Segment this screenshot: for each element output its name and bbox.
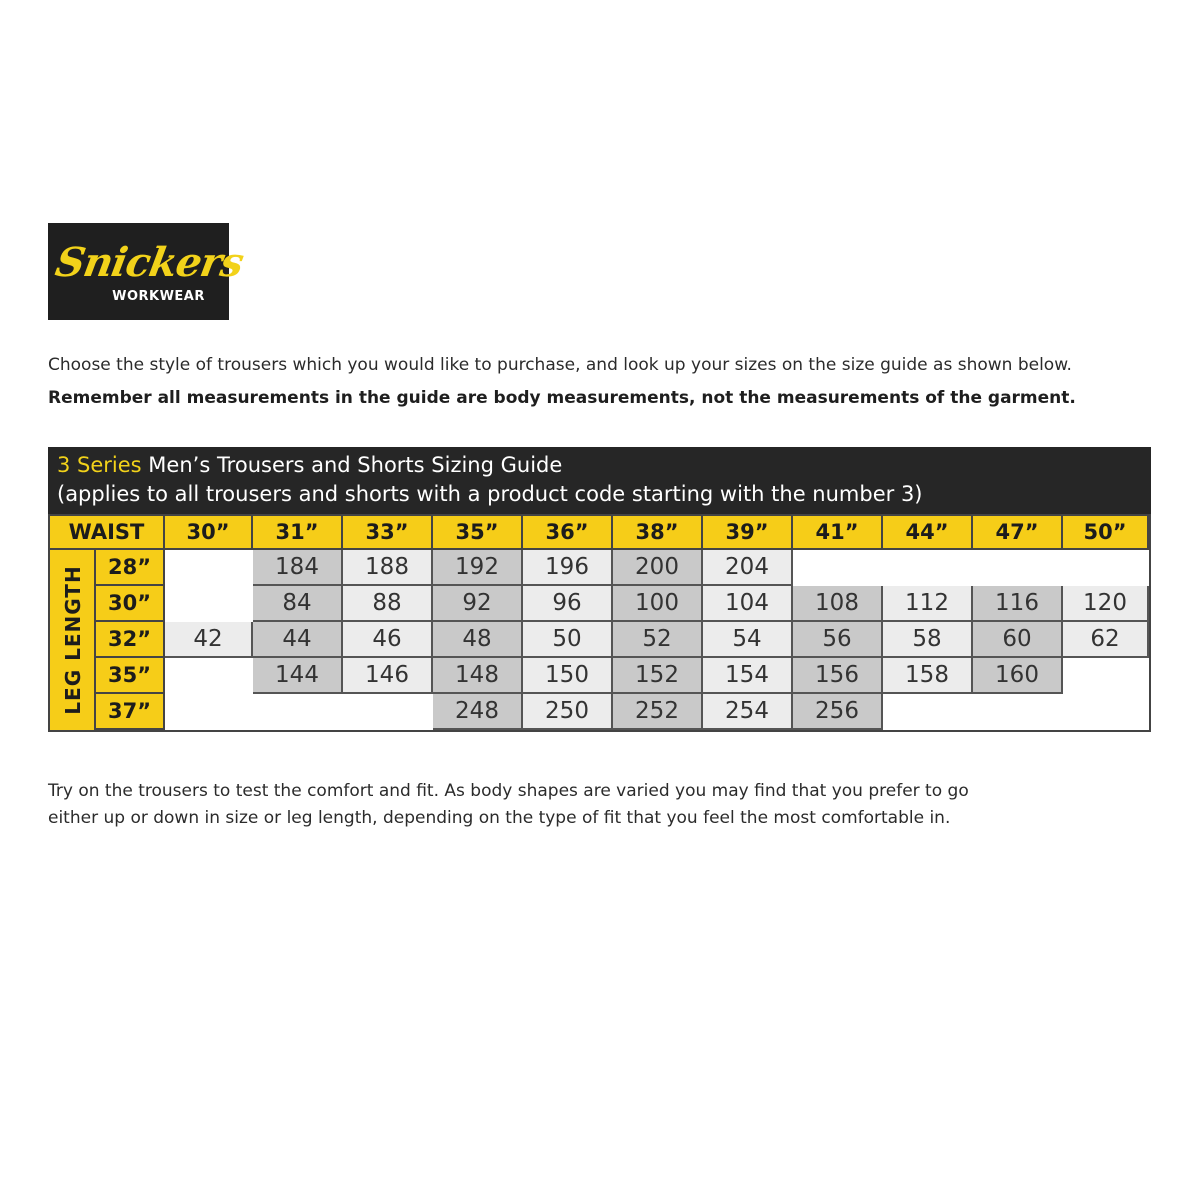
empty-cell xyxy=(973,550,1063,586)
size-cell: 150 xyxy=(523,658,613,694)
size-cell: 116 xyxy=(973,586,1063,622)
size-cell: 252 xyxy=(613,694,703,730)
waist-header: 36” xyxy=(523,516,613,550)
empty-cell xyxy=(793,550,883,586)
size-cell: 148 xyxy=(433,658,523,694)
fit-advice xyxy=(48,778,969,832)
waist-header: 41” xyxy=(793,516,883,550)
size-cell: 100 xyxy=(613,586,703,622)
size-cell: 156 xyxy=(793,658,883,694)
size-table xyxy=(48,514,1151,732)
size-cell: 46 xyxy=(343,622,433,658)
empty-cell xyxy=(1063,658,1149,694)
waist-header: 31” xyxy=(253,516,343,550)
intro-text: Choose the style of trousers which you would like to purchase, and look up your sizes on the size guide as shown below. xyxy=(48,355,1072,375)
guide-header xyxy=(48,447,1151,514)
size-cell: 62 xyxy=(1063,622,1149,658)
size-cell: 188 xyxy=(343,550,433,586)
size-cell: 104 xyxy=(703,586,793,622)
empty-cell xyxy=(165,550,253,586)
size-cell: 248 xyxy=(433,694,523,730)
size-cell: 146 xyxy=(343,658,433,694)
empty-cell xyxy=(973,694,1063,730)
empty-cell xyxy=(1063,694,1149,730)
size-cell: 56 xyxy=(793,622,883,658)
size-cell: 120 xyxy=(1063,586,1149,622)
logo-sub: WORKWEAR xyxy=(112,289,205,304)
size-cell: 60 xyxy=(973,622,1063,658)
size-cell: 158 xyxy=(883,658,973,694)
size-cell: 92 xyxy=(433,586,523,622)
guide-subtitle: (applies to all trousers and shorts with a product code starting with the number 3) xyxy=(57,482,923,506)
leg-header: 37” xyxy=(96,694,165,730)
leg-header: 32” xyxy=(96,622,165,658)
size-cell: 154 xyxy=(703,658,793,694)
size-cell: 250 xyxy=(523,694,613,730)
size-cell: 52 xyxy=(613,622,703,658)
waist-header: 47” xyxy=(973,516,1063,550)
size-cell: 112 xyxy=(883,586,973,622)
size-cell: 88 xyxy=(343,586,433,622)
snickers-logo xyxy=(48,223,247,320)
leg-header: 30” xyxy=(96,586,165,622)
waist-label: WAIST xyxy=(50,516,165,550)
leg-header: 35” xyxy=(96,658,165,694)
size-cell: 50 xyxy=(523,622,613,658)
leg-length-text: LEG LENGTH xyxy=(61,565,85,715)
empty-cell xyxy=(165,694,253,730)
waist-header: 50” xyxy=(1063,516,1149,550)
guide-title xyxy=(57,453,562,477)
size-cell: 196 xyxy=(523,550,613,586)
size-cell: 200 xyxy=(613,550,703,586)
size-cell: 84 xyxy=(253,586,343,622)
empty-cell xyxy=(165,658,253,694)
size-cell: 54 xyxy=(703,622,793,658)
size-cell: 96 xyxy=(523,586,613,622)
waist-header: 30” xyxy=(165,516,253,550)
size-cell: 192 xyxy=(433,550,523,586)
size-cell: 152 xyxy=(613,658,703,694)
waist-header: 44” xyxy=(883,516,973,550)
size-cell: 44 xyxy=(253,622,343,658)
size-cell: 144 xyxy=(253,658,343,694)
leg-header: 28” xyxy=(96,550,165,586)
waist-header: 38” xyxy=(613,516,703,550)
fit-advice-line1: Try on the trousers to test the comfort and fit. As body shapes are varied you may find that you prefer to go xyxy=(48,781,969,801)
empty-cell xyxy=(1063,550,1149,586)
empty-cell xyxy=(253,694,343,730)
size-cell: 160 xyxy=(973,658,1063,694)
logo-brand: Snickers xyxy=(51,239,247,286)
size-cell: 42 xyxy=(165,622,253,658)
guide-title-rest: Men’s Trousers and Shorts Sizing Guide xyxy=(141,453,563,477)
size-cell: 254 xyxy=(703,694,793,730)
empty-cell xyxy=(343,694,433,730)
sizing-guide xyxy=(48,447,1151,732)
leg-length-label xyxy=(50,550,96,730)
size-cell: 256 xyxy=(793,694,883,730)
size-cell: 184 xyxy=(253,550,343,586)
waist-header: 35” xyxy=(433,516,523,550)
waist-header: 33” xyxy=(343,516,433,550)
guide-title-series: 3 Series xyxy=(57,453,142,477)
intro-note: Remember all measurements in the guide are body measurements, not the measurements of the garment. xyxy=(48,388,1076,408)
waist-header: 39” xyxy=(703,516,793,550)
empty-cell xyxy=(883,550,973,586)
size-cell: 108 xyxy=(793,586,883,622)
empty-cell xyxy=(165,586,253,622)
size-cell: 48 xyxy=(433,622,523,658)
empty-cell xyxy=(883,694,973,730)
size-cell: 204 xyxy=(703,550,793,586)
fit-advice-line2: either up or down in size or leg length, depending on the type of fit that you feel the most comfortable in. xyxy=(48,808,951,828)
size-cell: 58 xyxy=(883,622,973,658)
